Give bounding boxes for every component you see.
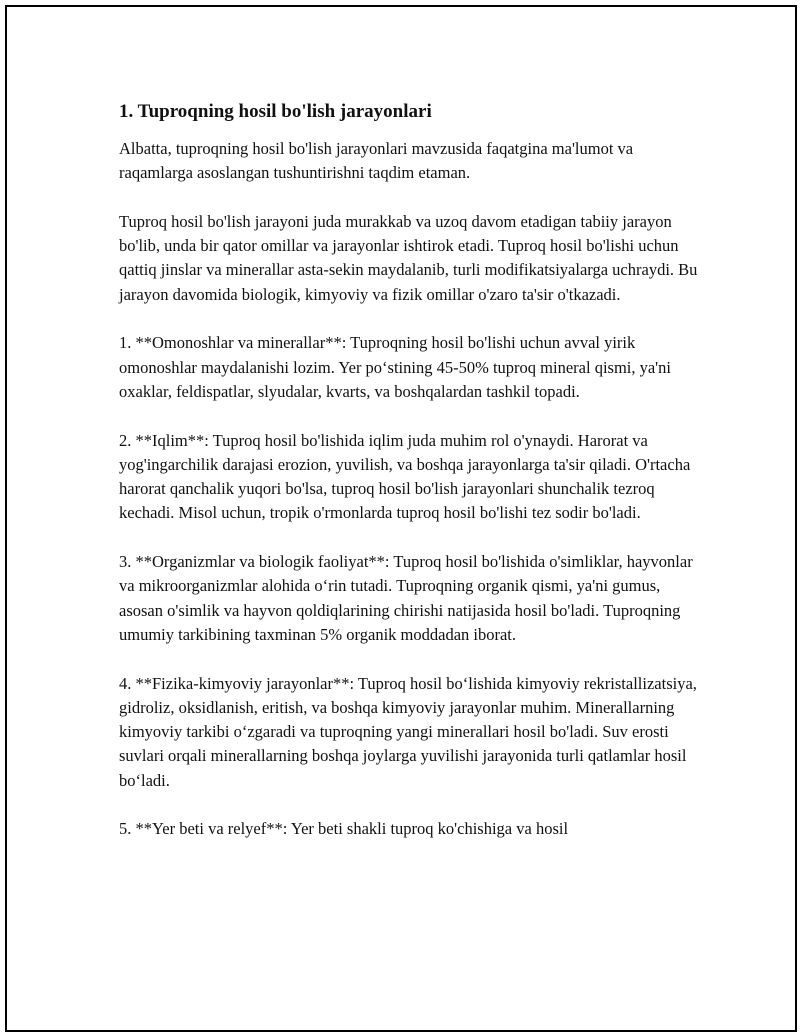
paragraph-intro: Albatta, tuproqning hosil bo'lish jarayonlari mavzusida faqatgina ma'lumot va raqamlarga asoslangan tushuntirishni taqdim etaman. (119, 139, 634, 183)
document-body (119, 99, 699, 866)
document-title: 1. Tuproqning hosil bo'lish jarayonlari (119, 101, 432, 122)
paragraph-item-1: 1. **Omonoshlar va minerallar**: Tuproqning hosil bo'lishi uchun avval yirik omonoshlar maydalanishi lozim. Yer po‘stining 45-50% tuproq mineral qismi, ya'ni oxaklar, feldispatlar, slyudalar, kvarts, va boshqalardan tashkil topadi. (119, 333, 671, 401)
paragraph-item-2: 2. **Iqlim**: Tuproq hosil bo'lishida iqlim juda muhim rol o'ynaydi. Harorat va yog'ingarchilik darajasi erozion, yuvilish, va boshqa jarayonlarga ta'sir qiladi. O'rtacha harorat qanchalik yuqori bo'lsa, tuproq hosil bo'lish jarayonlari shunchalik tezroq kechadi. Misol uchun, tropik o'rmonlarda tuproq hosil bo'lishi tez sodir bo'ladi. (119, 430, 691, 523)
paragraph-item-5: 5. **Yer beti va relyef**: Yer beti shakli tuproq ko'chishiga va hosil (119, 819, 569, 839)
paragraph-overview: Tuproq hosil bo'lish jarayoni juda murakkab va uzoq davom etadigan tabiiy jarayon bo'lib, unda bir qator omillar va jarayonlar ishtirok etadi. Tuproq hosil bo'lishi uchun qattiq jinslar va minerallar asta-sekin maydalanib, turli modifikatsiyalarga uchraydi. Bu jarayon davomida biologik, kimyoviy va fizik omillar o'zaro ta'sir o'tkazadi. (119, 211, 698, 304)
page-frame (5, 5, 797, 1032)
paragraph-item-4: 4. **Fizika-kimyoviy jarayonlar**: Tuproq hosil bo‘lishida kimyoviy rekristallizatsiya, gidroliz, oksidlanish, eritish, va boshqa kimyoviy jarayonlar muhim. Minerallarning kimyoviy tarkibi o‘zgaradi va tuproqning yangi minerallari hosil bo'ladi. Suv erosti suvlari orqali minerallarning boshqa joylarga yuvilishi jarayonida turli qatlamlar hosil bo‘ladi. (119, 673, 697, 790)
paragraph-item-3: 3. **Organizmlar va biologik faoliyat**: Tuproq hosil bo'lishida o'simliklar, hayvonlar va mikroorganizmlar alohida o‘rin tutadi. Tuproqning organik qismi, ya'ni gumus, asosan o'simlik va hayvon qoldiqlarining chirishi natijasida hosil bo'ladi. Tuproqning umumiy tarkibining taxminan 5% organik moddadan iborat. (119, 552, 693, 644)
